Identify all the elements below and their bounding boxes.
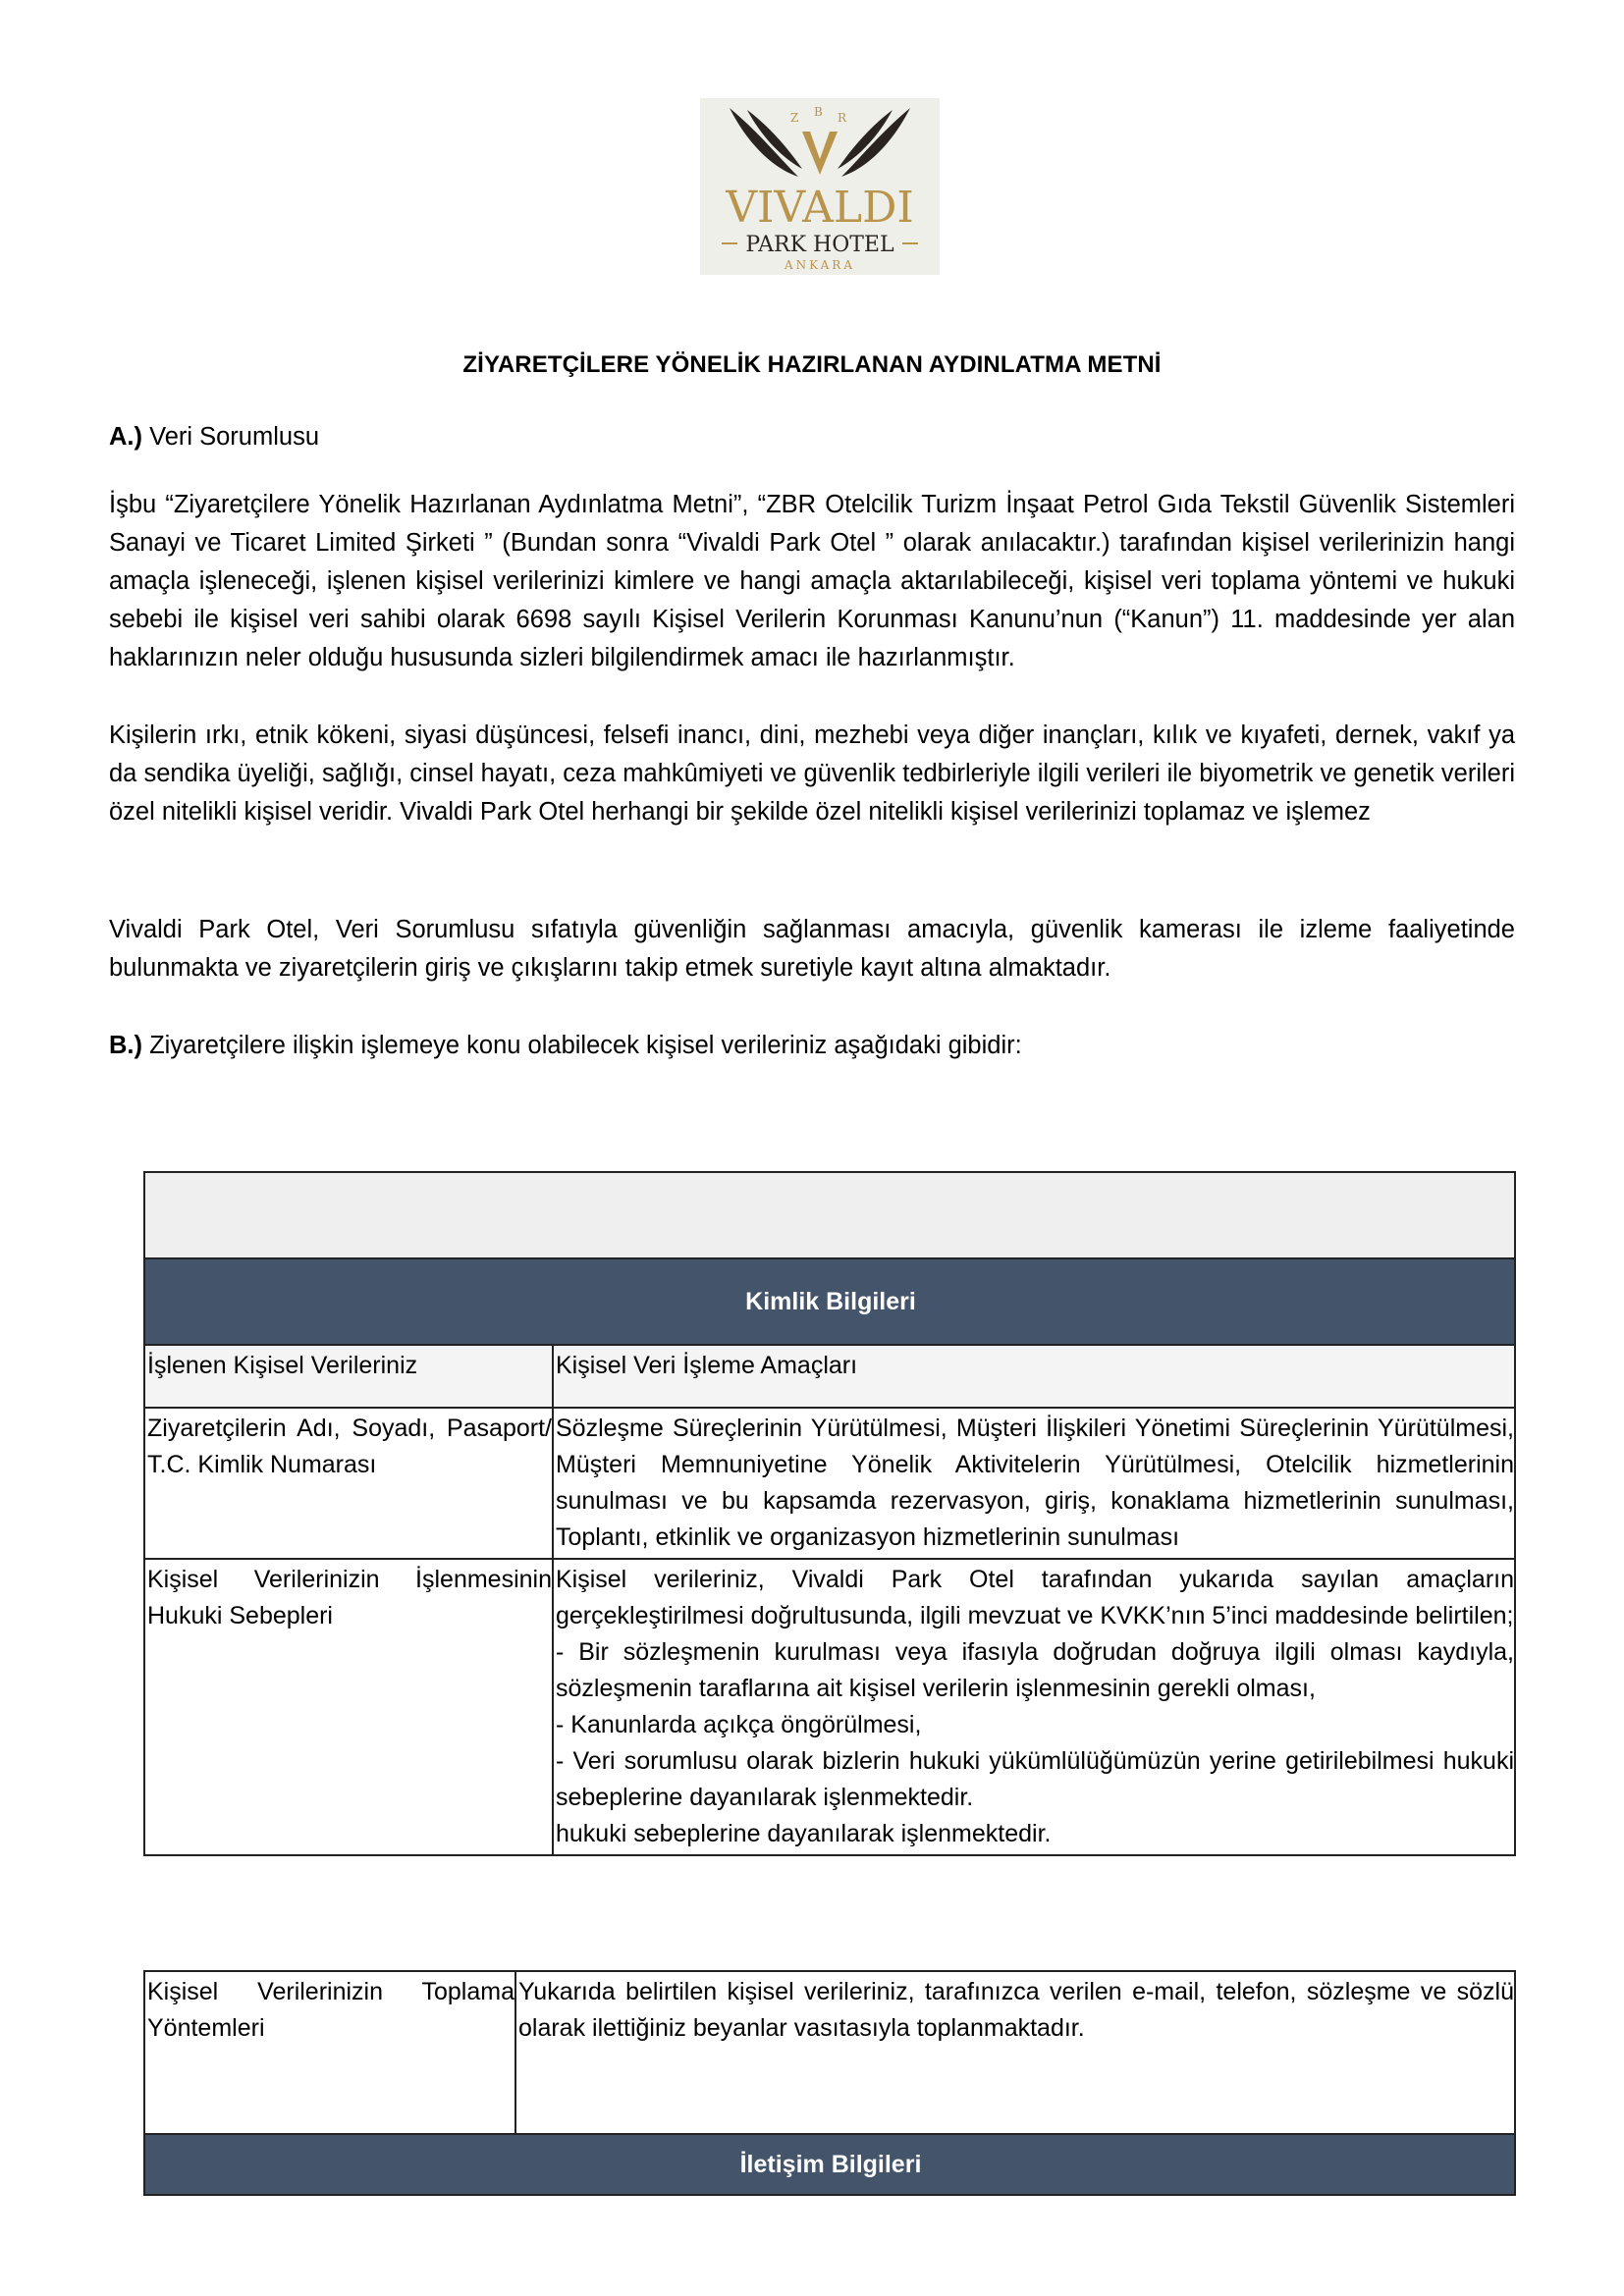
section-b-text: Ziyaretçilere ilişkin işlemeye konu olabilecek kişisel verileriniz aşağıdaki gibidir:	[149, 1032, 1022, 1059]
empty-header-band	[144, 1172, 1515, 1258]
legal-basis-content-cell	[553, 1559, 1515, 1855]
identity-purposes-cell: Sözleşme Süreçlerinin Yürütülmesi, Müşteri İlişkileri Yönetimi Süreçlerinin Yürütülmesi, Müşteri Memnuniyetine Yönelik Aktivitelerin Yürütülmesi, Otelcilik hizmetlerinin sunulması ve bu kapsamda rezervasyon, giriş, konaklama hizmetlerinin sunulması, Toplantı, etkinlik ve organizasyon hizmetlerinin sunulması	[553, 1408, 1515, 1559]
hotel-logo	[700, 98, 940, 275]
logo-subtitle: PARK HOTEL	[745, 233, 894, 257]
collection-methods-content-cell: Yukarıda belirtilen kişisel verileriniz, tarafınızca verilen e-mail, telefon, sözleşme ve sözlü olarak ilettiğiniz beyanlar vasıtasıyla toplanmaktadır.	[515, 1971, 1515, 2134]
logo-letter-b: B	[814, 105, 823, 119]
paragraph-special-data: Kişilerin ırkı, etnik kökeni, siyasi düşüncesi, felsefi inancı, dini, mezhebi veya diğer inançları, kılık ve kıyafeti, dernek, vakıf ya da sendika üyeliği, sağlığı, cinsel hayatı, ceza mahkûmiyeti ve güvenlik tedbirleriyle ilgili verileri ile biyometrik ve genetik verileri özel nitelikli kişisel veridir. Vivaldi Park Otel herhangi bir şekilde özel nitelikli kişisel verilerinizi toplamaz ve işlemez	[109, 721, 1515, 826]
column-header-processed-data: İşlenen Kişisel Verileriniz	[144, 1345, 553, 1408]
collection-methods-label-cell: Kişisel Verilerinizin Toplama Yöntemleri	[144, 1971, 515, 2134]
paragraph-camera: Vivaldi Park Otel, Veri Sorumlusu sıfatıyla güvenliğin sağlanması amacıyla, güvenlik kamerası ile izleme faaliyetinde bulunmakta ve ziyaretçilerin giriş ve çıkışlarını takip etmek suretiyle kayıt altına almaktadır.	[109, 916, 1515, 982]
vivaldi-emblem	[700, 98, 940, 275]
table-row	[144, 1559, 1515, 1855]
logo-city: ANKARA	[784, 258, 856, 272]
contact-band-title: İletişim Bilgileri	[144, 2134, 1515, 2195]
logo-letter-z: Z	[790, 111, 799, 125]
logo-letter-r: R	[838, 111, 847, 125]
left-wing-icon	[730, 108, 798, 177]
logo-name: VIVALDI	[726, 183, 914, 233]
collection-methods-table	[143, 1970, 1516, 2196]
section-a-marker: A.)	[109, 423, 142, 451]
document-title: ZİYARETÇİLERE YÖNELİK HAZIRLANAN AYDINLATMA METNİ	[462, 351, 1162, 378]
legal-basis-item: - Bir sözleşmenin kurulması veya ifasıyla doğrudan doğruya ilgili olması kaydıyla, sözleşmenin taraflarına ait kişisel verilerin işlenmesinin gerekli olması,	[556, 1638, 1514, 1702]
table-row	[144, 1971, 1515, 2134]
table-row	[144, 1408, 1515, 1559]
center-v-icon	[802, 132, 838, 175]
table-row	[144, 1258, 1515, 1345]
section-b-heading	[109, 1027, 1515, 1065]
right-wing-icon	[841, 108, 910, 177]
identity-data-cell: Ziyaretçilerin Adı, Soyadı, Pasaport/ T.C. Kimlik Numarası	[144, 1408, 553, 1559]
legal-basis-item: - Veri sorumlusu olarak bizlerin hukuki yükümlülüğümüzün yerine getirilebilmesi hukuki sebeplerine dayanılarak işlenmektedir.	[556, 1747, 1514, 1811]
table-row	[144, 1345, 1515, 1408]
column-header-purposes: Kişisel Veri İşleme Amaçları	[553, 1345, 1515, 1408]
identity-data-table	[143, 1171, 1516, 1856]
legal-basis-tail: hukuki sebeplerine dayanılarak işlenmektedir.	[556, 1820, 1052, 1847]
table-row	[144, 2134, 1515, 2195]
legal-basis-item: - Kanunlarda açıkça öngörülmesi,	[556, 1711, 922, 1738]
identity-band-title: Kimlik Bilgileri	[144, 1258, 1515, 1345]
table-row	[144, 1172, 1515, 1258]
paragraph-intro: İşbu “Ziyaretçilere Yönelik Hazırlanan Aydınlatma Metni”, “ZBR Otelcilik Turizm İnşaat Petrol Gıda Tekstil Güvenlik Sistemleri Sanayi ve Ticaret Limited Şirketi ” (Bundan sonra “Vivaldi Park Otel ” olarak anılacaktır.) tarafından kişisel verilerinizin hangi amaçla işleneceği, işlenen kişisel verilerinizi kimlere ve hangi amaçla aktarılabileceği, kişisel veri toplama yöntemi ve hukuki sebebi ile kişisel veri sahibi olarak 6698 sayılı Kişisel Verilerin Korunması Kanunu’nun (“Kanun”) 11. maddesinde yer alan haklarınızın neler olduğu hususunda sizleri bilgilendirmek amacı ile hazırlanmıştır.	[109, 491, 1515, 671]
section-b-marker: B.)	[109, 1032, 142, 1059]
section-a-title: Veri Sorumlusu	[149, 423, 320, 451]
legal-basis-intro: Kişisel verileriniz, Vivaldi Park Otel tarafından yukarıda sayılan amaçların gerçekleştirilmesi doğrultusunda, ilgili mevzuat ve KVKK’nın 5’inci maddesinde belirtilen;	[556, 1566, 1514, 1629]
legal-basis-label-cell: Kişisel Verilerinizin İşlenmesinin Hukuki Sebepleri	[144, 1559, 553, 1855]
section-a-heading	[109, 418, 1515, 456]
